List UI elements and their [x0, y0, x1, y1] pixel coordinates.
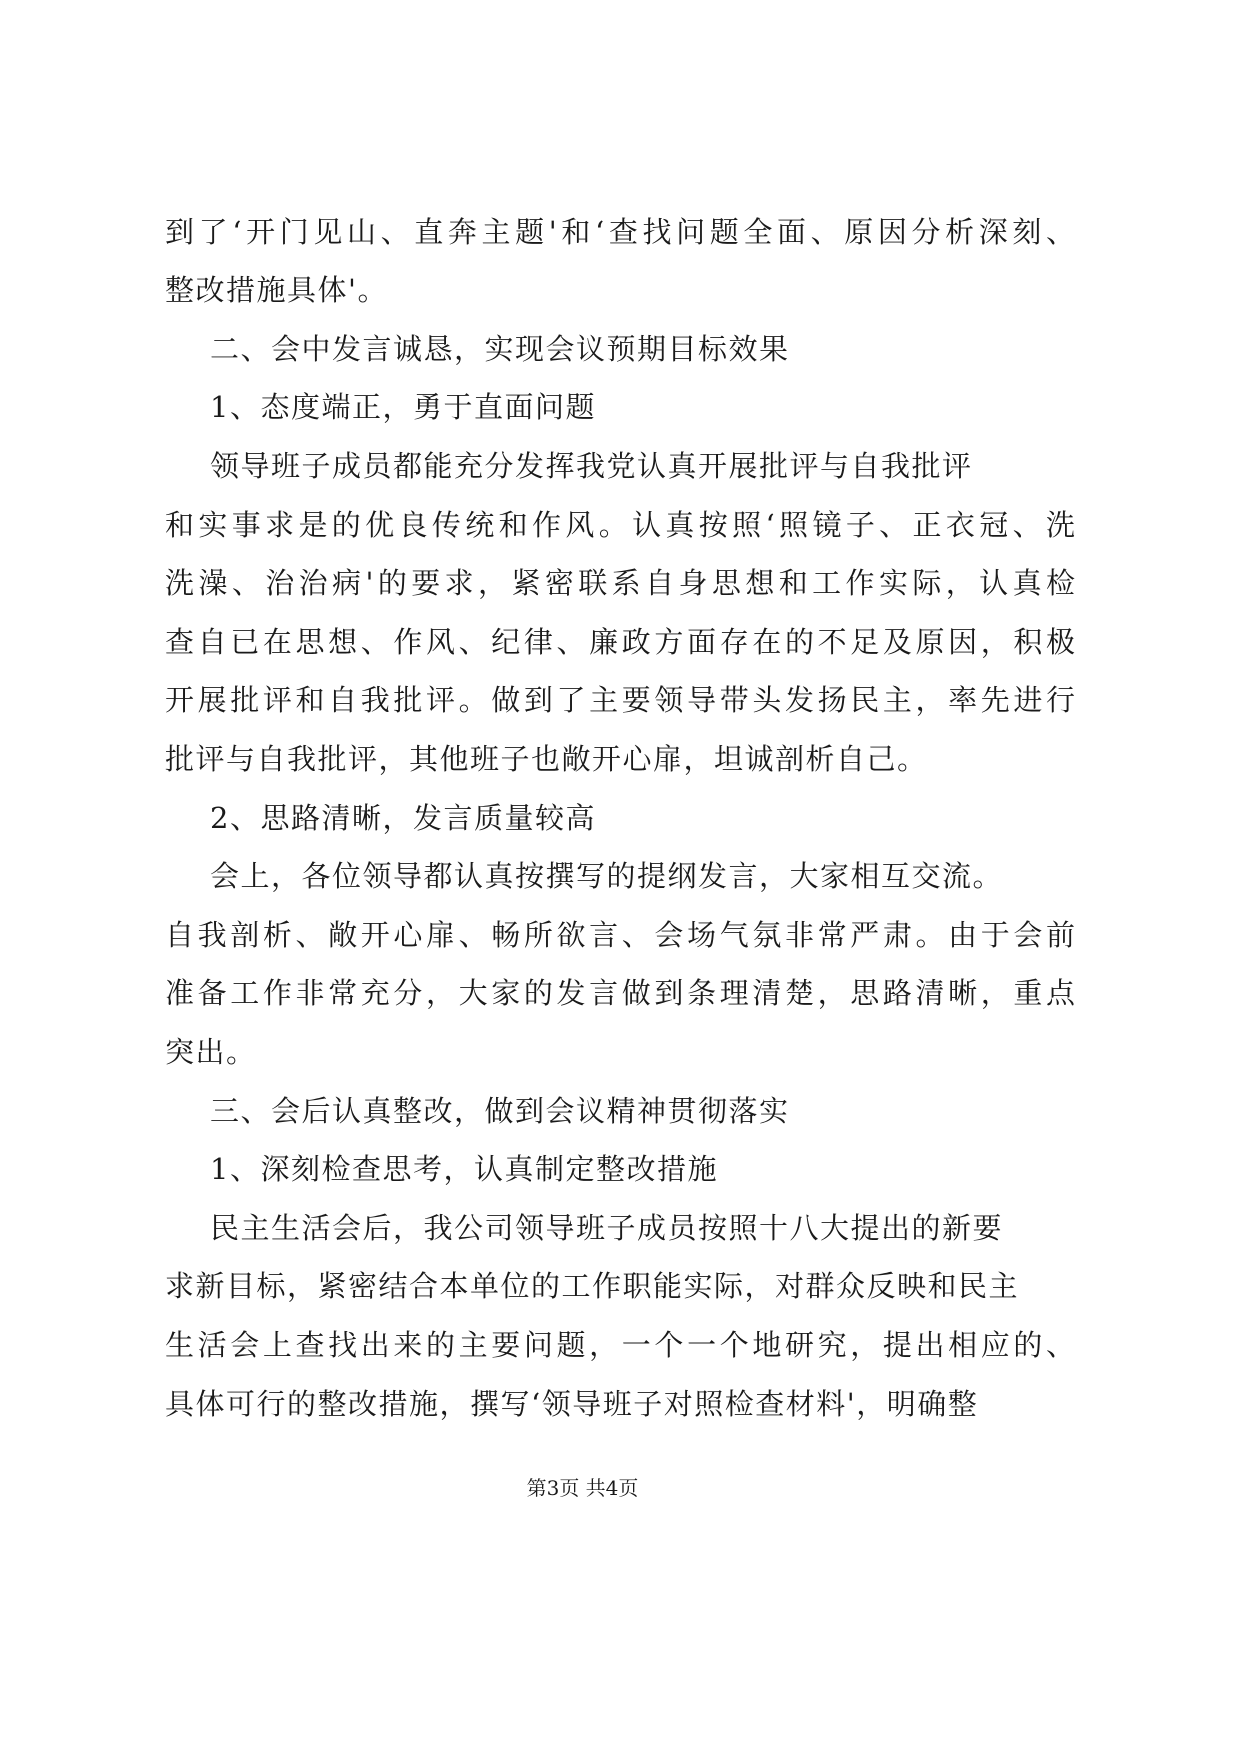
section-heading: 二、会中发言诚恳，实现会议预期目标效果 — [210, 332, 790, 366]
paragraph-line: 开展批评和自我批评。做到了主要领导带头发扬民主，率先进行 — [165, 683, 1075, 717]
paragraph-line: 生活会上查找出来的主要问题，一个一个地研究，提出相应的、 — [165, 1328, 1075, 1362]
paragraph-line: 准备工作非常充分，大家的发言做到条理清楚，思路清晰，重点 — [165, 976, 1075, 1010]
subsection-heading: 1、态度端正，勇于直面问题 — [210, 390, 596, 424]
section-heading: 三、会后认真整改，做到会议精神贯彻落实 — [210, 1094, 790, 1128]
paragraph-line: 求新目标，紧密结合本单位的工作职能实际，对群众反映和民主 — [165, 1269, 1020, 1303]
paragraph-line: 查自已在思想、作风、纪律、廉政方面存在的不足及原因，积极 — [165, 625, 1075, 659]
paragraph-line: 民主生活会后，我公司领导班子成员按照十八大提出的新要 — [210, 1211, 1004, 1245]
paragraph-line: 会上，各位领导都认真按撰写的提纲发言，大家相互交流。 — [210, 859, 1004, 893]
paragraph-line: 自我剖析、敞开心扉、畅所欲言、会场气氛非常严肃。由于会前 — [165, 918, 1075, 952]
paragraph-line: 批评与自我批评，其他班子也敞开心扉，坦诚剖析自己。 — [165, 742, 928, 776]
subsection-heading: 2、思路清晰，发言质量较高 — [210, 801, 596, 835]
paragraph-line: 领导班子成员都能充分发挥我党认真开展批评与自我批评 — [210, 449, 973, 483]
subsection-heading: 1、深刻检查思考，认真制定整改措施 — [210, 1152, 718, 1186]
paragraph-line: 和实事求是的优良传统和作风。认真按照‘照镜子、正衣冠、洗 — [165, 508, 1075, 542]
paragraph-line: 洗澡、治治病'的要求，紧密联系自身思想和工作实际，认真检 — [165, 566, 1075, 600]
paragraph-line: 整改措施具体'。 — [165, 273, 388, 307]
paragraph-line: 到了‘开门见山、直奔主题'和‘查找问题全面、原因分析深刻、 — [165, 215, 1075, 249]
page-number-footer: 第3页 共4页 — [526, 1476, 639, 1500]
paragraph-line: 具体可行的整改措施，撰写‘领导班子对照检查材料'，明确整 — [165, 1387, 979, 1421]
paragraph-line: 突出。 — [165, 1035, 257, 1069]
